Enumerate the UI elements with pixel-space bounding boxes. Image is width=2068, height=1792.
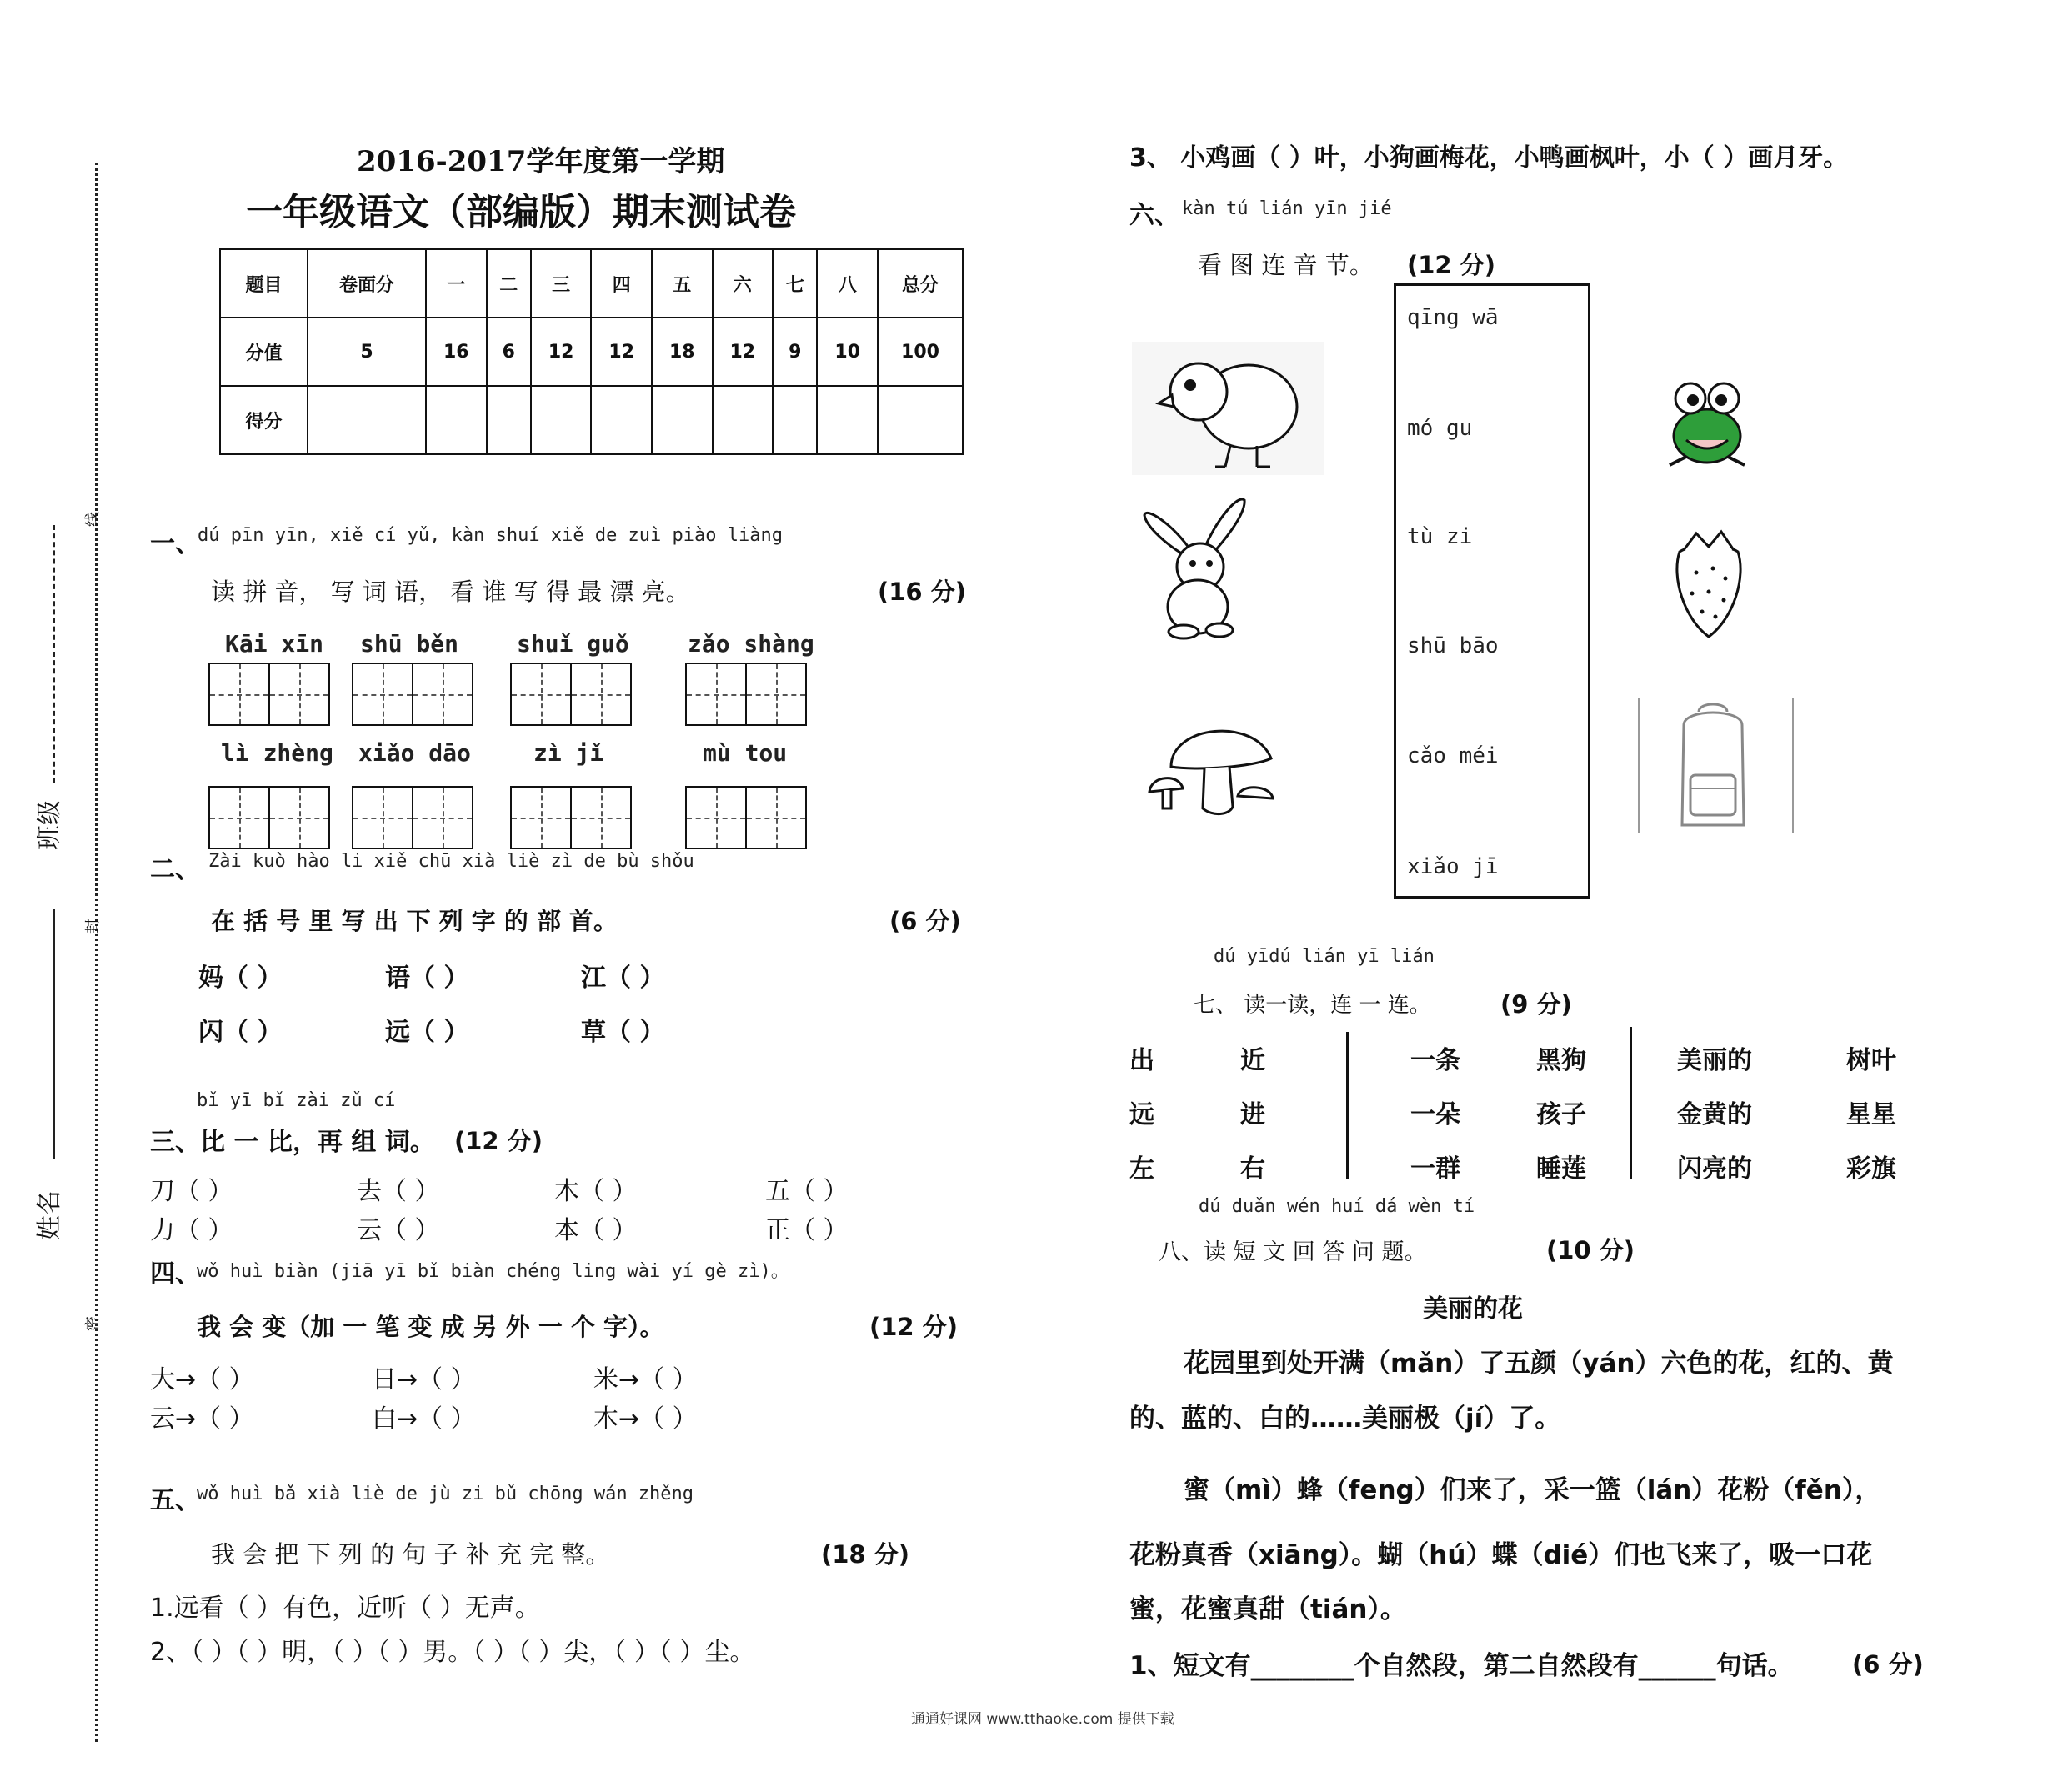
name-blank-line <box>53 909 55 1159</box>
match-word[interactable]: 星星 <box>1846 1100 1896 1129</box>
score-input-cell[interactable] <box>487 386 531 454</box>
sec2-instruction: 在 括 号 里 写 出 下 列 字 的 部 首。 <box>211 907 618 935</box>
radical-item[interactable]: 远（ ） <box>385 1018 469 1047</box>
rabbit-icon[interactable] <box>1138 490 1263 640</box>
mushroom-icon[interactable] <box>1146 708 1279 825</box>
char-blank[interactable]: 云→（ ） <box>150 1404 254 1434</box>
column-divider <box>1346 1032 1349 1179</box>
word-blank[interactable]: 刀（ ） <box>150 1177 233 1206</box>
table-cell: 12 <box>591 318 652 386</box>
sentence-3[interactable]: 3、 小鸡画（ ）叶，小狗画梅花，小鸭画枫叶，小（ ）画月牙。 <box>1129 143 1849 173</box>
radical-item[interactable]: 闪（ ） <box>198 1018 283 1047</box>
table-cell: 二 <box>487 249 531 318</box>
word-blank[interactable]: 去（ ） <box>357 1177 440 1206</box>
binding-line <box>95 163 98 1742</box>
word-pinyin: zì jǐ <box>533 739 604 767</box>
word-blank[interactable]: 本（ ） <box>554 1216 638 1245</box>
score-input-cell[interactable] <box>817 386 878 454</box>
sec4-points: (12 分) <box>869 1313 958 1341</box>
writing-grid[interactable] <box>510 663 632 726</box>
table-cell: 三 <box>531 249 592 318</box>
sec5-pinyin: wǒ huì bǎ xià liè de jù zi bǔ chōng wán zhěng <box>197 1484 694 1504</box>
match-word[interactable]: 一条 <box>1410 1046 1460 1075</box>
syllable[interactable]: tù zi <box>1407 524 1473 549</box>
match-word[interactable]: 美丽的 <box>1677 1046 1752 1075</box>
score-input-cell[interactable] <box>426 386 487 454</box>
sec7-points: (9 分) <box>1500 990 1572 1019</box>
sec5-number: 五、 <box>150 1486 200 1515</box>
match-word[interactable]: 闪亮的 <box>1677 1154 1752 1184</box>
passage-text: 花粉真香（xiāng）。蝴（hú）蝶（dié）们也飞来了，吸一口花 <box>1129 1540 1873 1570</box>
match-word[interactable]: 一群 <box>1410 1154 1460 1184</box>
match-word[interactable]: 左 <box>1129 1154 1154 1184</box>
question-1[interactable]: 1、短文有________个自然段，第二自然段有______句话。 <box>1129 1651 1794 1681</box>
table-cell: 分值 <box>220 318 308 386</box>
sec1-pinyin: dú pīn yīn, xiě cí yǔ, kàn shuí xiě de zuì piào liàng <box>198 525 783 546</box>
table-cell: 5 <box>308 318 426 386</box>
writing-grid[interactable] <box>510 786 632 849</box>
word-pinyin: shū běn <box>360 630 459 658</box>
table-cell: 6 <box>487 318 531 386</box>
passage-text: 花园里到处开满（mǎn）了五颜（yán）六色的花，红的、黄 <box>1184 1349 1894 1379</box>
writing-grid[interactable] <box>352 663 473 726</box>
table-cell: 100 <box>878 318 963 386</box>
sec1-points: (16 分) <box>878 578 966 606</box>
writing-grid[interactable] <box>685 663 807 726</box>
question-1-points: (6 分) <box>1852 1650 1924 1679</box>
table-row <box>220 386 963 454</box>
writing-grid[interactable] <box>208 786 330 849</box>
match-word[interactable]: 黑狗 <box>1536 1046 1586 1075</box>
score-table <box>219 248 964 455</box>
char-blank[interactable]: 木→（ ） <box>593 1404 698 1434</box>
score-input-cell[interactable] <box>591 386 652 454</box>
char-blank[interactable]: 米→（ ） <box>593 1365 698 1394</box>
word-blank[interactable]: 五（ ） <box>765 1177 849 1206</box>
frame-line <box>1792 698 1794 833</box>
sec6-pinyin: kàn tú lián yīn jié <box>1182 198 1392 219</box>
score-input-cell[interactable] <box>878 386 963 454</box>
sec6-number: 六、 <box>1129 201 1179 230</box>
sec4-pinyin: wǒ huì biàn (jiā yī bǐ biàn chéng ling wài yí gè zì)。 <box>197 1261 789 1282</box>
word-pinyin: mù tou <box>703 739 788 767</box>
table-cell: 总分 <box>878 249 963 318</box>
radical-item[interactable]: 语（ ） <box>385 964 469 993</box>
sec7-pinyin: dú yīdú lián yī lián <box>1214 946 1435 967</box>
table-cell: 题目 <box>220 249 308 318</box>
sec2-points: (6 分) <box>889 907 961 935</box>
word-pinyin: zǎo shàng <box>688 630 814 658</box>
match-word[interactable]: 右 <box>1240 1154 1265 1184</box>
match-word[interactable]: 远 <box>1129 1100 1154 1129</box>
sec4-instruction: 我 会 变（加 一 笔 变 成 另 外 一 个 字）。 <box>197 1313 664 1341</box>
match-word[interactable]: 出 <box>1129 1046 1154 1075</box>
margin-feng: 封 <box>84 919 102 934</box>
table-cell: 16 <box>426 318 487 386</box>
sec2-pinyin: Zài kuò hào li xiě chū xià liè zì de bù shǒu <box>208 851 694 872</box>
table-cell: 七 <box>773 249 817 318</box>
char-blank[interactable]: 日→（ ） <box>372 1365 476 1394</box>
word-blank[interactable]: 云（ ） <box>357 1216 440 1245</box>
sec8-instruction: 八、读 短 文 回 答 问 题。 <box>1159 1239 1427 1265</box>
score-input-cell[interactable] <box>652 386 713 454</box>
sentence-2[interactable]: 2、（ ）（ ）明，（ ）（ ）男。（ ）（ ）尖，（ ）（ ）尘。 <box>150 1638 755 1667</box>
syllable[interactable]: shū bāo <box>1407 633 1499 658</box>
sec3-instruction: 三、比 一 比，再 组 词。 <box>150 1128 435 1157</box>
char-blank[interactable]: 白→（ ） <box>372 1404 476 1434</box>
writing-grid[interactable] <box>685 786 807 849</box>
class-label: 班级 <box>35 800 64 850</box>
word-pinyin: xiǎo dāo <box>358 739 471 767</box>
name-label: 姓名 <box>35 1190 64 1240</box>
word-pinyin: Kāi xīn <box>225 630 324 658</box>
score-input-cell[interactable] <box>713 386 774 454</box>
table-cell: 10 <box>817 318 878 386</box>
table-cell: 9 <box>773 318 817 386</box>
table-row <box>220 249 963 318</box>
match-word[interactable]: 孩子 <box>1536 1100 1586 1129</box>
sec1-instruction: 读 拼 音， 写 词 语， 看 谁 写 得 最 漂 亮。 <box>211 578 690 606</box>
sec2-number: 二、 <box>150 855 200 884</box>
passage-text: 蜜（mì）蜂（feng）们来了，采一篮（lán）花粉（fěn）， <box>1184 1475 1881 1505</box>
sec6-instruction: 看 图 连 音 节。 <box>1198 251 1374 279</box>
syllable[interactable]: cǎo méi <box>1407 743 1499 768</box>
passage-text: 的、蓝的、白的……美丽极（jí）了。 <box>1129 1404 1561 1434</box>
word-pinyin: shuǐ guǒ <box>517 630 629 658</box>
chick-icon[interactable] <box>1132 342 1324 475</box>
table-cell: 12 <box>713 318 774 386</box>
passage-title: 美丽的花 <box>1423 1294 1523 1324</box>
column-divider <box>1630 1027 1632 1179</box>
table-cell: 得分 <box>220 386 308 454</box>
char-blank[interactable]: 大→（ ） <box>150 1365 254 1394</box>
table-cell: 12 <box>531 318 592 386</box>
table-cell: 五 <box>652 249 713 318</box>
word-pinyin: lì zhèng <box>221 739 333 767</box>
sentence-1[interactable]: 1.远看（ ）有色，近听（ ）无声。 <box>150 1594 540 1623</box>
table-cell: 四 <box>591 249 652 318</box>
score-input-cell[interactable] <box>531 386 592 454</box>
word-blank[interactable]: 力（ ） <box>150 1216 233 1245</box>
footer-source: 通通好课网 www.tthaoke.com 提供下载 <box>911 1711 1174 1728</box>
sec7-instruction: 七、 读一读，连 一 连。 <box>1194 993 1431 1018</box>
sec8-pinyin: dú duǎn wén huí dá wèn tí <box>1199 1196 1475 1217</box>
match-word[interactable]: 睡莲 <box>1536 1154 1586 1184</box>
match-word[interactable]: 进 <box>1240 1100 1265 1129</box>
match-word[interactable]: 金黄的 <box>1677 1100 1752 1129</box>
writing-grid[interactable] <box>208 663 330 726</box>
score-input-cell[interactable] <box>308 386 426 454</box>
word-blank[interactable]: 正（ ） <box>765 1216 849 1245</box>
match-word[interactable]: 一朵 <box>1410 1100 1460 1129</box>
sec3-pinyin: bǐ yī bǐ zài zǔ cí <box>197 1090 396 1111</box>
syllable-box <box>1394 283 1590 899</box>
word-blank[interactable]: 木（ ） <box>554 1177 638 1206</box>
sec3-points: (12 分) <box>454 1127 543 1155</box>
sec5-instruction: 我 会 把 下 列 的 句 子 补 充 完 整。 <box>211 1540 610 1569</box>
match-word[interactable]: 近 <box>1240 1046 1265 1075</box>
frame-line <box>1638 698 1640 833</box>
sec5-points: (18 分) <box>821 1540 909 1569</box>
syllable[interactable]: qīng wā <box>1407 305 1499 330</box>
backpack-icon[interactable] <box>1667 700 1759 833</box>
margin-mi: 密 <box>84 1316 102 1331</box>
class-blank-line <box>53 525 55 783</box>
sec6-points: (12 分) <box>1407 251 1495 279</box>
table-cell: 18 <box>652 318 713 386</box>
table-row <box>220 318 963 386</box>
sec1-number: 一、 <box>150 529 200 558</box>
writing-grid[interactable] <box>352 786 473 849</box>
table-cell: 卷面分 <box>308 249 426 318</box>
radical-item[interactable]: 妈（ ） <box>198 964 283 993</box>
margin-xian: 线 <box>84 512 102 527</box>
syllable[interactable]: xiǎo jī <box>1407 854 1499 879</box>
sec8-points: (10 分) <box>1546 1236 1635 1264</box>
table-cell: 一 <box>426 249 487 318</box>
table-cell: 八 <box>817 249 878 318</box>
table-cell: 六 <box>713 249 774 318</box>
page-title: 一年级语文（部编版）期末测试卷 <box>246 191 796 233</box>
strawberry-icon[interactable] <box>1667 527 1750 639</box>
frog-icon[interactable] <box>1661 373 1753 473</box>
sec4-number: 四、 <box>150 1259 200 1289</box>
radical-item[interactable]: 草（ ） <box>581 1018 665 1047</box>
syllable[interactable]: mó gu <box>1407 416 1473 441</box>
match-word[interactable]: 树叶 <box>1846 1046 1896 1075</box>
match-word[interactable]: 彩旗 <box>1846 1154 1896 1184</box>
radical-item[interactable]: 江（ ） <box>581 964 665 993</box>
passage-text: 蜜，花蜜真甜（tián）。 <box>1129 1594 1406 1624</box>
score-input-cell[interactable] <box>773 386 817 454</box>
term-heading: 2016-2017学年度第一学期 <box>357 145 725 178</box>
